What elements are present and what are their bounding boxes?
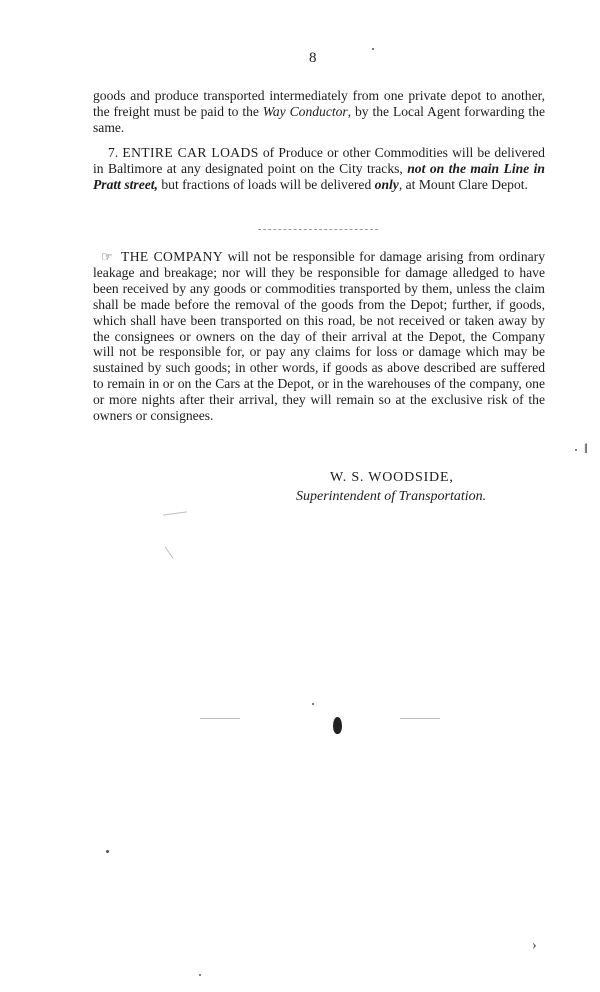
section-divider: [258, 229, 378, 230]
rule-text-2: but fractions of loads will be delivered: [157, 176, 375, 192]
rule-7-paragraph: [93, 145, 545, 193]
scan-mark: [200, 718, 240, 719]
notice-heading: THE COMPANY: [121, 249, 224, 264]
rule-text: of Produce or other Commodities will be delivered in Baltimore at any designated point on the City tracks,: [93, 145, 545, 176]
pointing-hand-icon: ☞: [101, 249, 113, 264]
company-notice: [93, 249, 545, 424]
continuation-text-end: , by the Local Agent forwarding the same.: [93, 103, 545, 135]
margin-mark: ‖: [584, 442, 588, 457]
speck: [312, 703, 314, 705]
ink-blot: [333, 717, 342, 734]
speck: [106, 850, 109, 853]
rule-number: 7.: [108, 145, 119, 160]
rule-text-3: , at Mount Clare Depot.: [398, 176, 528, 192]
margin-mark: ›: [532, 938, 537, 953]
speck: [575, 449, 577, 451]
speck: [372, 48, 374, 50]
page-number: 8: [309, 50, 317, 66]
speck: [199, 974, 201, 976]
rule-emphasis-only: only: [374, 176, 399, 192]
scan-mark: [163, 511, 187, 515]
rule-emphasis-pratt-street: not on the main Line in Pratt street,: [93, 160, 545, 192]
signature-name: W. S. WOODSIDE,: [330, 470, 454, 485]
rule-heading: ENTIRE CAR LOADS: [122, 145, 259, 160]
notice-body: will not be responsible for damage arising from ordinary leakage and breakage; nor will they be responsible for damage alledged to have been received by any goods or commodities transported by them, unless the claim shall be made before the removal of the goods from the Depot; further, if goods, which shall have been transported on this road, be not received or taken away by the consignees or owners on the day of their arrival at the Depot, the Company will not be responsible for, or pay any claims for loss or damage which may be sustained by such goods; in other words, if goods as above described are suffered to remain in or on the Cars at the Depot, or in the warehouses of the company, one or more nights after their arrival, they will remain so at the exclusive risk of the owners or consignees.: [93, 249, 545, 424]
way-conductor-term: Way Conductor: [262, 103, 348, 119]
continuation-paragraph: [93, 88, 545, 136]
continuation-text: goods and produce transported intermediately from one private depot to another, the freight must be paid to the: [93, 88, 545, 119]
scan-mark: [165, 546, 174, 558]
scan-mark: [400, 718, 440, 719]
signature-title: Superintendent of Transportation.: [296, 489, 487, 504]
